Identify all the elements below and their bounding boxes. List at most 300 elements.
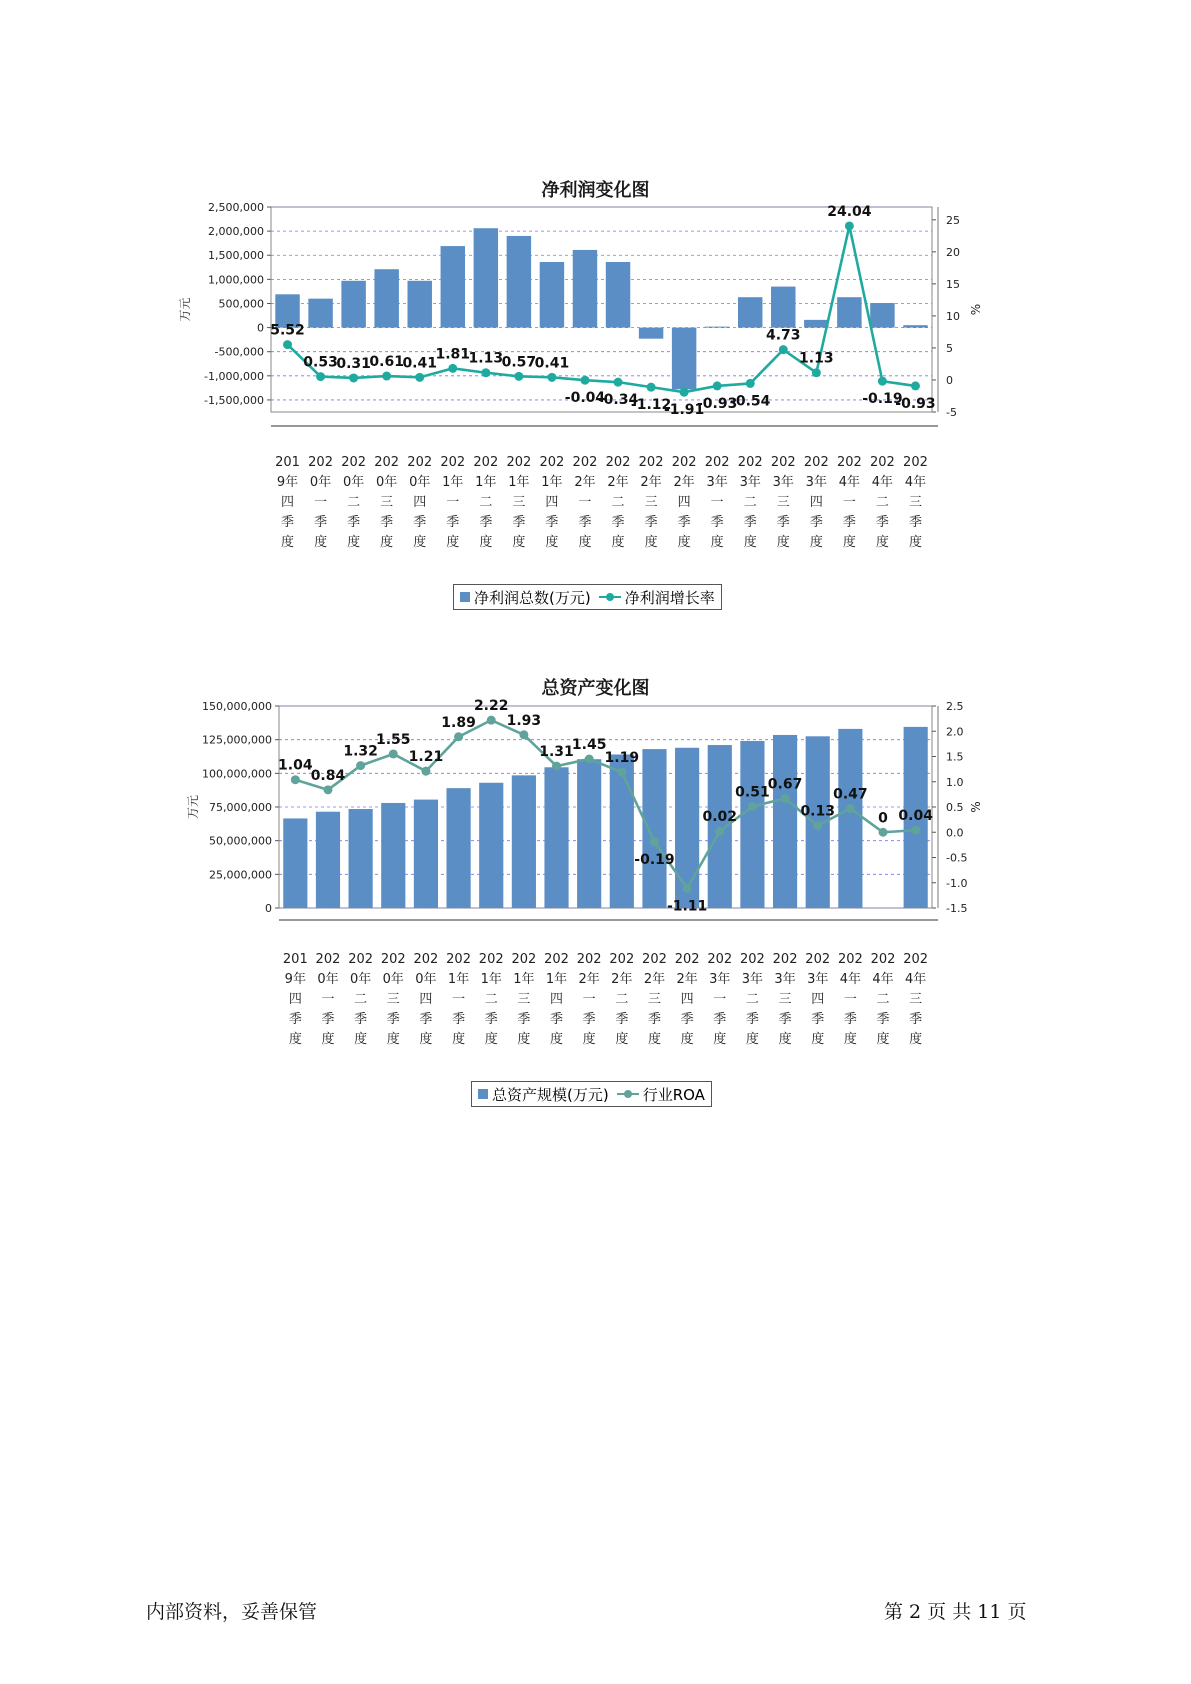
data-point — [715, 827, 724, 836]
x-tick-label: 季 — [615, 1012, 629, 1027]
x-tick-label: 202 — [870, 455, 895, 470]
x-tick-label: 202 — [903, 952, 929, 967]
chart-title: 净利润变化图 — [541, 180, 650, 201]
data-label: 1.13 — [799, 350, 834, 367]
bar — [349, 809, 373, 908]
x-tick-label: 四 — [677, 495, 691, 510]
data-label: -1.12 — [630, 397, 672, 414]
x-tick-label: 202 — [374, 455, 400, 470]
bar — [606, 262, 630, 328]
x-tick-label: 3年 — [706, 475, 728, 490]
x-tick-label: 202 — [380, 952, 406, 967]
x-tick-label: 度 — [909, 1032, 923, 1047]
x-tick-label: 度 — [713, 1032, 727, 1047]
x-tick-label: 度 — [386, 1032, 400, 1047]
data-label: 1.21 — [408, 749, 444, 766]
data-point — [415, 373, 424, 382]
data-label: -1.91 — [663, 402, 705, 419]
x-tick-label: 季 — [776, 515, 790, 530]
x-tick-label: 1年 — [475, 475, 497, 490]
data-point — [846, 804, 855, 813]
y-tick-label: 125,000,000 — [202, 733, 272, 747]
bar — [414, 800, 438, 908]
x-tick-label: 202 — [837, 952, 863, 967]
bar — [341, 281, 365, 328]
x-tick-label: 1年 — [513, 972, 535, 987]
x-tick-label: 202 — [805, 952, 831, 967]
x-tick-label: 季 — [611, 515, 625, 530]
x-tick-label: 季 — [811, 1012, 825, 1027]
bar — [474, 228, 498, 327]
x-tick-label: 季 — [909, 1012, 923, 1027]
x-tick-label: 202 — [737, 455, 763, 470]
x-tick-label: 季 — [713, 1012, 727, 1027]
x-tick-label: 三 — [644, 495, 658, 510]
x-tick-label: 4年 — [871, 475, 894, 490]
x-tick-label: 一 — [710, 495, 724, 510]
x-tick-label: 度 — [745, 1032, 759, 1047]
bar — [446, 788, 470, 908]
x-tick-label: 季 — [452, 1012, 466, 1027]
x-tick-label: 二 — [876, 992, 890, 1007]
x-tick-label: 度 — [550, 1032, 564, 1047]
x-tick-label: 季 — [354, 1012, 368, 1027]
x-tick-label: 度 — [578, 535, 592, 550]
data-label: -1.11 — [666, 898, 708, 915]
x-tick-label: 季 — [314, 515, 328, 530]
y-axis-label: 万元 — [178, 297, 192, 322]
data-point — [650, 837, 659, 846]
y2-axis-label: % — [969, 801, 983, 813]
x-tick-label: 202 — [870, 952, 896, 967]
data-label: 0.51 — [735, 784, 770, 801]
footer-page-number: 第 2 页 共 11 页 — [884, 1601, 1027, 1623]
x-tick-label: 度 — [680, 1032, 694, 1047]
bar — [407, 281, 431, 328]
x-tick-label: 202 — [511, 952, 537, 967]
x-tick-label: 一 — [713, 992, 727, 1007]
x-tick-label: 一 — [314, 495, 328, 510]
data-label: -0.54 — [730, 393, 771, 410]
data-point — [683, 884, 692, 893]
x-tick-label: 度 — [876, 1032, 890, 1047]
y-tick-label: 100,000,000 — [202, 767, 272, 781]
chart-legend — [471, 1081, 712, 1107]
x-tick-label: 季 — [550, 1012, 564, 1027]
y2-tick-label: 2.0 — [946, 725, 964, 739]
data-point — [845, 221, 854, 230]
x-tick-label: 二 — [745, 992, 759, 1007]
x-tick-label: 1年 — [447, 972, 470, 987]
x-tick-label: 202 — [674, 952, 700, 967]
bar — [544, 767, 568, 908]
x-tick-label: 度 — [517, 1032, 531, 1047]
y2-tick-label: 0.0 — [946, 826, 964, 840]
bar — [804, 320, 828, 328]
bar — [738, 297, 762, 327]
data-point — [389, 749, 398, 758]
x-tick-label: 202 — [803, 455, 829, 470]
y-tick-label: 150,000,000 — [202, 700, 272, 713]
x-tick-label: 度 — [419, 1032, 433, 1047]
data-label: -0.19 — [862, 391, 903, 408]
x-tick-label: 度 — [875, 535, 889, 550]
x-tick-label: 202 — [440, 455, 466, 470]
bar — [705, 327, 729, 328]
x-tick-label: 度 — [908, 535, 922, 550]
y2-tick-label: 10 — [946, 309, 960, 323]
x-tick-label: 季 — [843, 1012, 857, 1027]
x-tick-label: 度 — [710, 535, 724, 550]
x-tick-label: 季 — [876, 1012, 890, 1027]
x-tick-label: 度 — [647, 1032, 661, 1047]
x-tick-label: 季 — [347, 515, 361, 530]
x-tick-label: 季 — [479, 515, 493, 530]
x-tick-label: 202 — [341, 455, 367, 470]
x-tick-label: 2年 — [640, 475, 662, 490]
x-tick-label: 度 — [413, 535, 427, 550]
x-tick-label: 1年 — [508, 475, 530, 490]
bar — [838, 729, 862, 908]
data-label: 0.53 — [303, 354, 338, 371]
x-tick-label: 季 — [582, 1012, 596, 1027]
x-tick-label: 3年 — [805, 475, 827, 490]
x-tick-label: 季 — [677, 515, 691, 530]
x-tick-label: 季 — [778, 1012, 792, 1027]
x-tick-label: 季 — [281, 515, 295, 530]
x-tick-label: 度 — [809, 535, 823, 550]
x-tick-label: 一 — [843, 992, 857, 1007]
x-tick-label: 202 — [446, 952, 471, 967]
x-tick-label: 2年 — [578, 972, 600, 987]
footer-confidential: 内部资料，妥善保管 — [146, 1601, 318, 1623]
y-tick-label: 1,500,000 — [208, 249, 264, 263]
x-tick-label: 3年 — [741, 972, 764, 987]
x-tick-label: 季 — [809, 515, 823, 530]
x-tick-label: 202 — [407, 455, 433, 470]
bar — [773, 735, 797, 908]
x-tick-label: 3年 — [772, 475, 794, 490]
x-tick-label: 4年 — [905, 972, 927, 987]
x-tick-label: 季 — [517, 1012, 531, 1027]
x-tick-label: 三 — [776, 495, 790, 510]
x-tick-label: 四 — [809, 495, 823, 510]
x-tick-label: 201 — [282, 952, 308, 967]
bar — [870, 303, 894, 328]
x-tick-label: 季 — [908, 515, 922, 530]
x-tick-label: 2年 — [673, 475, 695, 490]
bar — [740, 741, 764, 908]
x-tick-label: 3年 — [807, 972, 829, 987]
x-tick-label: 一 — [582, 992, 596, 1007]
data-point — [585, 755, 594, 764]
x-tick-label: 0年 — [317, 972, 339, 987]
data-label: 0.41 — [534, 355, 570, 372]
x-tick-label: 0年 — [349, 972, 372, 987]
x-tick-label: 1年 — [442, 475, 464, 490]
x-tick-label: 季 — [644, 515, 658, 530]
x-tick-label: 度 — [288, 1032, 302, 1047]
y-tick-label: 25,000,000 — [209, 868, 272, 882]
legend-swatch-line — [617, 1089, 639, 1099]
x-tick-label: 季 — [321, 1012, 335, 1027]
x-tick-label: 四 — [413, 495, 427, 510]
data-point — [680, 388, 689, 397]
data-label: 1.19 — [604, 750, 640, 767]
data-point — [356, 761, 365, 770]
x-tick-label: 季 — [288, 1012, 302, 1027]
x-tick-label: 季 — [446, 515, 460, 530]
x-tick-label: 202 — [903, 455, 928, 470]
x-tick-label: 度 — [545, 535, 559, 550]
x-tick-label: 度 — [611, 535, 625, 550]
x-tick-label: 202 — [544, 952, 569, 967]
bar — [771, 287, 795, 328]
x-tick-label: 202 — [770, 455, 796, 470]
x-tick-label: 1年 — [541, 475, 563, 490]
x-tick-label: 一 — [452, 992, 466, 1007]
data-label: 0.67 — [767, 776, 803, 793]
y2-tick-label: 0 — [946, 373, 953, 387]
data-label: 0.57 — [501, 354, 537, 371]
data-label: 0.47 — [833, 786, 868, 803]
x-tick-label: 202 — [478, 952, 504, 967]
y-tick-label: 2,000,000 — [208, 225, 264, 239]
net-profit-chart — [0, 170, 1191, 620]
data-label: 0.04 — [898, 808, 933, 825]
x-tick-label: 度 — [484, 1032, 498, 1047]
x-tick-label: 9年 — [284, 972, 306, 987]
x-tick-label: 度 — [843, 1032, 857, 1047]
x-tick-label: 0年 — [342, 475, 365, 490]
legend-item-bar — [460, 587, 591, 608]
data-label: 1.93 — [506, 712, 542, 729]
x-tick-label: 二 — [743, 495, 757, 510]
legend-label: 净利润总数(万元) — [474, 588, 591, 607]
chart-legend — [453, 584, 722, 610]
data-label: 0.02 — [702, 809, 738, 826]
x-tick-label: 4年 — [872, 972, 894, 987]
data-point — [448, 364, 457, 373]
x-tick-label: 3年 — [709, 972, 731, 987]
x-tick-label: 度 — [380, 535, 394, 550]
data-label: 24.04 — [827, 203, 872, 220]
x-tick-label: 201 — [275, 455, 300, 470]
y2-tick-label: 5 — [946, 341, 953, 355]
net-profit-plot — [0, 198, 1191, 598]
y2-tick-label: 15 — [946, 277, 960, 291]
x-tick-label: 季 — [386, 1012, 400, 1027]
legend-label: 净利润增长率 — [624, 588, 715, 607]
y2-tick-label: 25 — [946, 213, 960, 227]
data-label: 0.84 — [310, 767, 346, 784]
y-tick-label: 50,000,000 — [209, 834, 272, 848]
x-tick-label: 四 — [811, 992, 825, 1007]
x-tick-label: 度 — [452, 1032, 466, 1047]
data-point — [746, 379, 755, 388]
x-tick-label: 一 — [321, 992, 335, 1007]
x-tick-label: 二 — [484, 992, 498, 1007]
x-tick-label: 0年 — [309, 475, 332, 490]
data-label: 1.45 — [571, 737, 607, 754]
data-label: 0.41 — [402, 355, 437, 372]
x-tick-label: 季 — [512, 515, 526, 530]
bar — [512, 775, 536, 908]
x-tick-label: 2年 — [676, 972, 698, 987]
total-assets-chart — [0, 668, 1191, 1118]
data-point — [781, 794, 790, 803]
data-point — [291, 775, 300, 784]
y-tick-label: 2,500,000 — [208, 201, 264, 214]
y2-tick-label: 0.5 — [946, 801, 964, 814]
data-label: 5.52 — [270, 322, 305, 339]
y2-tick-label: -1.0 — [946, 876, 968, 890]
x-tick-label: 3年 — [774, 972, 796, 987]
x-tick-label: 0年 — [376, 475, 398, 490]
data-point — [283, 340, 292, 349]
data-point — [617, 768, 626, 777]
data-label: 0.13 — [800, 803, 835, 820]
legend-item-bar — [478, 1084, 609, 1105]
x-tick-label: 202 — [707, 952, 733, 967]
data-point — [552, 762, 561, 771]
data-point — [748, 802, 757, 811]
y-axis-label: 万元 — [186, 794, 200, 820]
data-label: 2.22 — [473, 698, 509, 715]
x-tick-label: 4年 — [838, 475, 861, 490]
data-point — [878, 377, 887, 386]
x-tick-label: 二 — [611, 495, 625, 510]
data-label: -0.19 — [634, 851, 675, 868]
x-tick-label: 202 — [836, 455, 862, 470]
x-tick-label: 一 — [578, 495, 592, 510]
x-tick-label: 三 — [778, 992, 792, 1007]
bar — [837, 297, 861, 327]
x-tick-label: 0年 — [415, 972, 437, 987]
x-tick-label: 度 — [776, 535, 790, 550]
x-tick-label: 202 — [539, 455, 565, 470]
x-tick-label: 202 — [572, 455, 598, 470]
data-label: 1.81 — [435, 346, 471, 363]
x-tick-label: 2年 — [574, 475, 596, 490]
data-label: 0.31 — [336, 355, 371, 372]
bar — [441, 246, 465, 328]
data-label: 4.73 — [766, 327, 801, 344]
x-tick-label: 二 — [479, 495, 493, 510]
x-tick-label: 0年 — [382, 972, 404, 987]
data-label: 0.61 — [369, 354, 404, 371]
data-label: -0.93 — [696, 395, 738, 412]
x-tick-label: 三 — [380, 495, 394, 510]
x-tick-label: 202 — [506, 455, 532, 470]
bar — [708, 745, 732, 908]
y-tick-label: -1,500,000 — [204, 393, 264, 407]
x-tick-label: 202 — [671, 455, 697, 470]
data-point — [580, 376, 589, 385]
x-tick-label: 202 — [576, 952, 602, 967]
bar — [374, 269, 398, 327]
data-label: 1.04 — [278, 757, 313, 774]
bar — [308, 299, 332, 328]
x-tick-label: 202 — [315, 952, 341, 967]
x-tick-label: 三 — [647, 992, 661, 1007]
x-tick-label: 202 — [772, 952, 798, 967]
x-tick-label: 四 — [680, 992, 694, 1007]
x-tick-label: 4年 — [839, 972, 862, 987]
x-tick-label: 2年 — [607, 475, 629, 490]
data-point — [421, 767, 430, 776]
y-tick-label: 500,000 — [218, 297, 264, 311]
x-tick-label: 1年 — [545, 972, 568, 987]
x-tick-label: 1年 — [480, 972, 502, 987]
bar — [507, 236, 531, 328]
x-tick-label: 202 — [413, 952, 439, 967]
legend-label: 行业ROA — [642, 1085, 705, 1104]
data-label: 1.89 — [441, 714, 476, 731]
bar — [316, 812, 340, 908]
bar — [903, 325, 927, 327]
x-tick-label: 度 — [677, 535, 691, 550]
y-tick-label: 75,000,000 — [209, 801, 272, 814]
data-point — [519, 730, 528, 739]
data-point — [547, 373, 556, 382]
x-tick-label: 四 — [288, 992, 302, 1007]
x-tick-label: 度 — [281, 535, 295, 550]
y2-tick-label: 1.5 — [946, 750, 964, 764]
legend-swatch-bar — [478, 1089, 488, 1099]
x-tick-label: 三 — [517, 992, 531, 1007]
x-tick-label: 4年 — [904, 475, 927, 490]
x-tick-label: 季 — [745, 1012, 759, 1027]
x-tick-label: 202 — [642, 952, 667, 967]
x-tick-label: 季 — [578, 515, 592, 530]
y-tick-label: 1,000,000 — [208, 273, 264, 287]
data-point — [487, 716, 496, 725]
legend-swatch-line — [599, 592, 621, 602]
data-point — [316, 372, 325, 381]
data-label: 1.13 — [468, 350, 504, 367]
data-point — [713, 381, 722, 390]
legend-swatch-bar — [460, 592, 470, 602]
bar — [479, 783, 503, 908]
y2-axis-label: % — [969, 303, 983, 316]
data-point — [779, 345, 788, 354]
data-point — [911, 381, 920, 390]
x-tick-label: 度 — [743, 535, 757, 550]
x-tick-label: 季 — [413, 515, 427, 530]
x-tick-label: 季 — [875, 515, 889, 530]
x-tick-label: 度 — [842, 535, 856, 550]
data-label: 1.55 — [376, 731, 411, 748]
data-point — [813, 821, 822, 830]
x-tick-label: 度 — [347, 535, 361, 550]
data-label: -0.04 — [564, 390, 606, 407]
y-tick-label: 0 — [265, 902, 272, 915]
y2-tick-label: -5 — [946, 406, 957, 419]
x-tick-label: 度 — [512, 535, 526, 550]
y2-tick-label: 2.5 — [946, 700, 964, 713]
x-tick-label: 202 — [609, 952, 635, 967]
x-tick-label: 9年 — [276, 475, 299, 490]
x-tick-label: 季 — [710, 515, 724, 530]
x-tick-label: 度 — [354, 1032, 368, 1047]
bar — [672, 328, 696, 390]
x-tick-label: 二 — [875, 495, 889, 510]
y-tick-label: -500,000 — [214, 345, 264, 359]
y-tick-label: 0 — [257, 321, 264, 335]
legend-item-line — [617, 1084, 705, 1105]
data-point — [454, 732, 463, 741]
